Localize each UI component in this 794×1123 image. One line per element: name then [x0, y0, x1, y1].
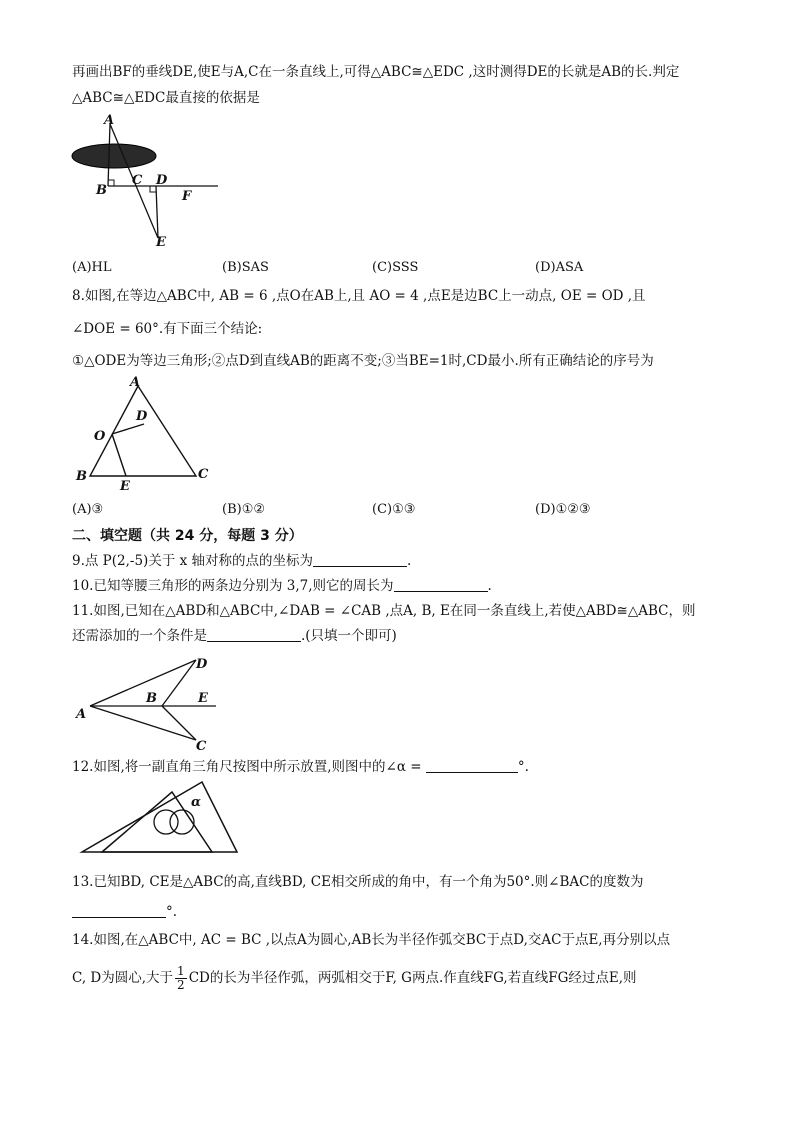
q10-answer-blank[interactable]	[394, 577, 488, 592]
q11-text: 还需添加的一个条件是	[72, 628, 207, 644]
q12-circle-right	[170, 810, 194, 834]
q8-label-c: C	[198, 467, 209, 482]
q7-figure	[70, 110, 230, 250]
q11-label-e: E	[198, 691, 208, 706]
q7-choice-b[interactable]: (B)SAS	[222, 260, 269, 275]
q8-choice-c[interactable]: (C)①③	[372, 502, 416, 517]
q11-label-a: A	[76, 707, 87, 722]
q11-answer-blank[interactable]	[207, 627, 301, 642]
q8-text-line1: 8.如图,在等边△ABC中, AB = 6 ,点O在AB上,且 AO = 4 ,点E是边BC上一动点, OE = OD ,且	[72, 288, 646, 304]
q14-text: C, D为圆心,大于	[72, 970, 174, 986]
q12-row	[72, 757, 529, 777]
q14-fraction	[175, 965, 187, 992]
q7-right-angle-b	[108, 180, 114, 186]
q11-line-ad	[90, 660, 196, 706]
q13-text-line1: 13.已知BD, CE是△ABC的高,直线BD, CE相交所成的角中，有一个角为50°.则∠BAC的度数为	[72, 874, 644, 890]
q11-row2	[72, 626, 397, 646]
q13-text-end: °.	[166, 904, 178, 920]
q11-text-line1: 11.如图,已知在△ABD和△ABC中,∠DAB = ∠CAB ,点A, B, E在同一条直线上,若使△ABD≅△ABC，则	[72, 603, 696, 619]
q7-text-line2: △ABC≅△EDC最直接的依据是	[72, 90, 260, 106]
q14-row2	[72, 964, 637, 992]
q12-triangle-large	[82, 782, 237, 852]
q11-figure	[72, 650, 222, 754]
q12-figure	[72, 776, 247, 856]
q8-text-line2: ∠DOE = 60°.有下面三个结论:	[72, 321, 263, 337]
q12-label-alpha: α	[191, 795, 202, 810]
q8-label-e: E	[120, 479, 130, 494]
q12-answer-blank[interactable]	[426, 758, 518, 773]
q8-label-d: D	[136, 409, 148, 424]
q12-text-end: °.	[517, 759, 529, 775]
q14-fraction-numerator: 1	[177, 964, 185, 978]
section2-heading: 二、填空题（共 24 分，每题 3 分）	[72, 528, 303, 544]
q7-label-e: E	[156, 235, 166, 250]
q10-row	[72, 576, 492, 596]
q7-label-c: C	[132, 173, 143, 188]
q7-label-a: A	[104, 113, 115, 128]
q8-choice-a[interactable]: (A)③	[72, 502, 104, 517]
q11-label-d: D	[196, 657, 208, 672]
q11-text-end: .(只填一个即可)	[301, 628, 397, 644]
q7-choice-c[interactable]: (C)SSS	[372, 260, 419, 275]
q12-text: 12.如图,将一副直角三角尺按图中所示放置,则图中的∠α =	[72, 759, 422, 775]
q7-line-de	[156, 186, 158, 238]
q7-label-f: F	[182, 189, 192, 204]
q7-label-b: B	[96, 183, 107, 198]
q7-choice-d[interactable]: (D)ASA	[535, 260, 584, 275]
q9-row	[72, 551, 411, 571]
q14-text-end: CD的长为半径作弧，两弧相交于F, G两点.作直线FG,若直线FG经过点E,则	[188, 970, 637, 986]
q13-answer-blank[interactable]	[72, 903, 166, 918]
q8-label-b: B	[76, 469, 87, 484]
q11-label-b: B	[146, 691, 157, 706]
q11-label-c: C	[196, 739, 207, 754]
q13-row2	[72, 902, 177, 922]
q8-figure	[70, 372, 220, 496]
q7-text-line1: 再画出BF的垂线DE,使E与A,C在一条直线上,可得△ABC≅△EDC ,这时测得DE的长就是AB的长.判定	[72, 64, 680, 80]
q8-triangle-abc	[90, 386, 196, 476]
q8-label-a: A	[130, 375, 141, 390]
q8-choice-d[interactable]: (D)①②③	[535, 502, 591, 517]
q11-line-ac	[90, 706, 196, 740]
q8-text-line3: ①△ODE为等边三角形;②点D到直线AB的距离不变;③当BE=1时,CD最小.所有正确结论的序号为	[72, 353, 654, 369]
q7-label-d: D	[156, 173, 168, 188]
q12-circle-left	[154, 810, 178, 834]
q10-text: 10.已知等腰三角形的两条边分别为 3,7,则它的周长为	[72, 578, 394, 594]
q9-text-end: .	[407, 553, 412, 569]
q8-label-o: O	[94, 429, 106, 444]
q7-choice-a[interactable]: (A)HL	[72, 260, 112, 275]
q14-text-line1: 14.如图,在△ABC中, AC = BC ,以点A为圆心,AB长为半径作弧交BC于点D,交AC于点E,再分别以点	[72, 932, 671, 948]
q8-line-oe	[112, 434, 126, 476]
q9-answer-blank[interactable]	[313, 552, 407, 567]
q14-fraction-denominator: 2	[177, 978, 185, 992]
q8-choice-b[interactable]: (B)①②	[222, 502, 266, 517]
q10-text-end: .	[487, 578, 492, 594]
q9-text: 9.点 P(2,-5)关于 x 轴对称的点的坐标为	[72, 553, 314, 569]
q7-pond-shape	[72, 144, 156, 168]
